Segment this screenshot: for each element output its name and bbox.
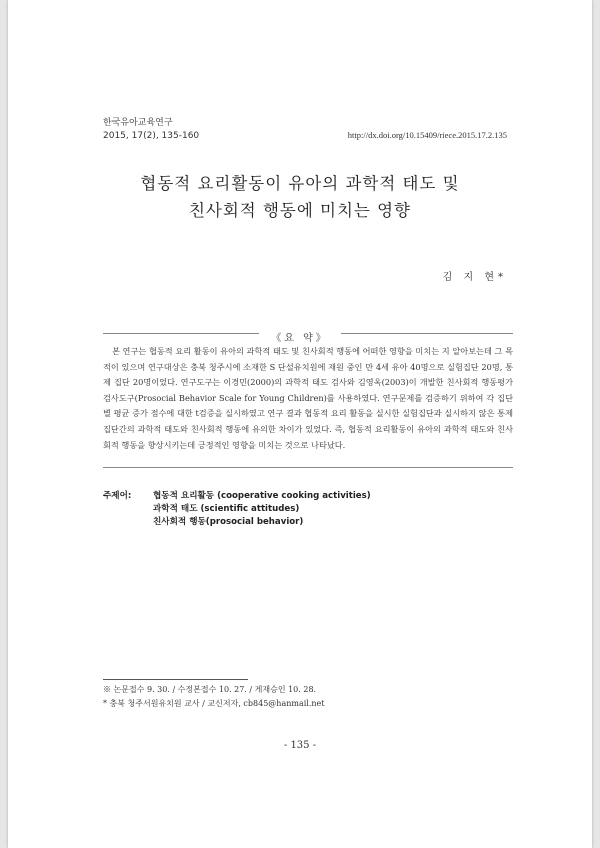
abstract-heading-text: 《요 약》	[259, 333, 341, 344]
paper-page	[8, 0, 592, 848]
page-number: - 135 -	[283, 740, 317, 751]
keywords-indent	[103, 503, 153, 516]
title-line-1: 협동적 요리활동이 유아의 과학적 태도 및	[140, 174, 460, 193]
keywords-indent	[103, 516, 153, 529]
footnote-author: * 충북 청주서원유치원 교사 / 교신저자, cb845@hanmail.net	[103, 699, 325, 708]
keywords-label: 주제어:	[103, 491, 132, 501]
keywords-block	[103, 490, 371, 529]
paper-title	[8, 170, 592, 224]
abstract-text: 본 연구는 협동적 요리 활동이 유아의 과학적 태도 및 친사회적 행동에 어떠한 영향을 미치는 지 알아보는데 그 목적이 있으며 연구대상은 충북 청주시에 소재한 S 단설유치원에 재원 중인 만 4세 유아 40명으로 실험집단 20명, 통제 집단 20명이었다. 연구도구는 이경민(2000)의 과학적 태도 검사와 김영옥(2003)이 개발한 친사회적 행동평가 검사도구(Prosocial Behavior Scale for Young Children)를 사용하였다. 연구문제를 검증하기 위하여 각 집단별 평균 증가 점수에 대한 t검증을 실시하였고 연구 결과 협동적 요리 활동을 실시한 실험집단과 실시하지 않은 통제집단간의 과학적 태도와 친사회적 행동에 유의한 차이가 있었다. 즉, 협동적 요리활동이 유아의 과학적 태도와 친사회적 행동을 향상시키는데 긍정적인 영향을 미치는 것으로 나타났다.	[103, 346, 513, 450]
abstract-bottom-rule	[103, 467, 513, 468]
volume-info: 2015, 17(2), 135-160	[103, 131, 200, 141]
keyword-row	[103, 503, 371, 516]
abstract-heading	[8, 326, 592, 345]
journal-name: 한국유아교육연구	[103, 118, 173, 128]
footnote-rule	[103, 679, 248, 680]
keyword-item: 친사회적 행동(prosocial behavior)	[153, 517, 304, 527]
journal-header	[103, 117, 199, 143]
keyword-row	[103, 516, 371, 529]
keyword-row	[103, 490, 371, 503]
footnote-dates: ※ 논문접수 9. 30. / 수정본접수 10. 27. / 게재승인 10. 28.	[103, 685, 317, 694]
keyword-item: 과학적 태도 (scientific attitudes)	[153, 504, 300, 514]
title-line-2: 친사회적 행동에 미치는 영향	[188, 201, 411, 220]
doi-link[interactable]: http://dx.doi.org/10.15409/riece.2015.17.2.135	[347, 130, 507, 140]
author-name: 김 지 현*	[442, 272, 507, 283]
keyword-item: 협동적 요리활동 (cooperative cooking activities)	[153, 491, 371, 501]
